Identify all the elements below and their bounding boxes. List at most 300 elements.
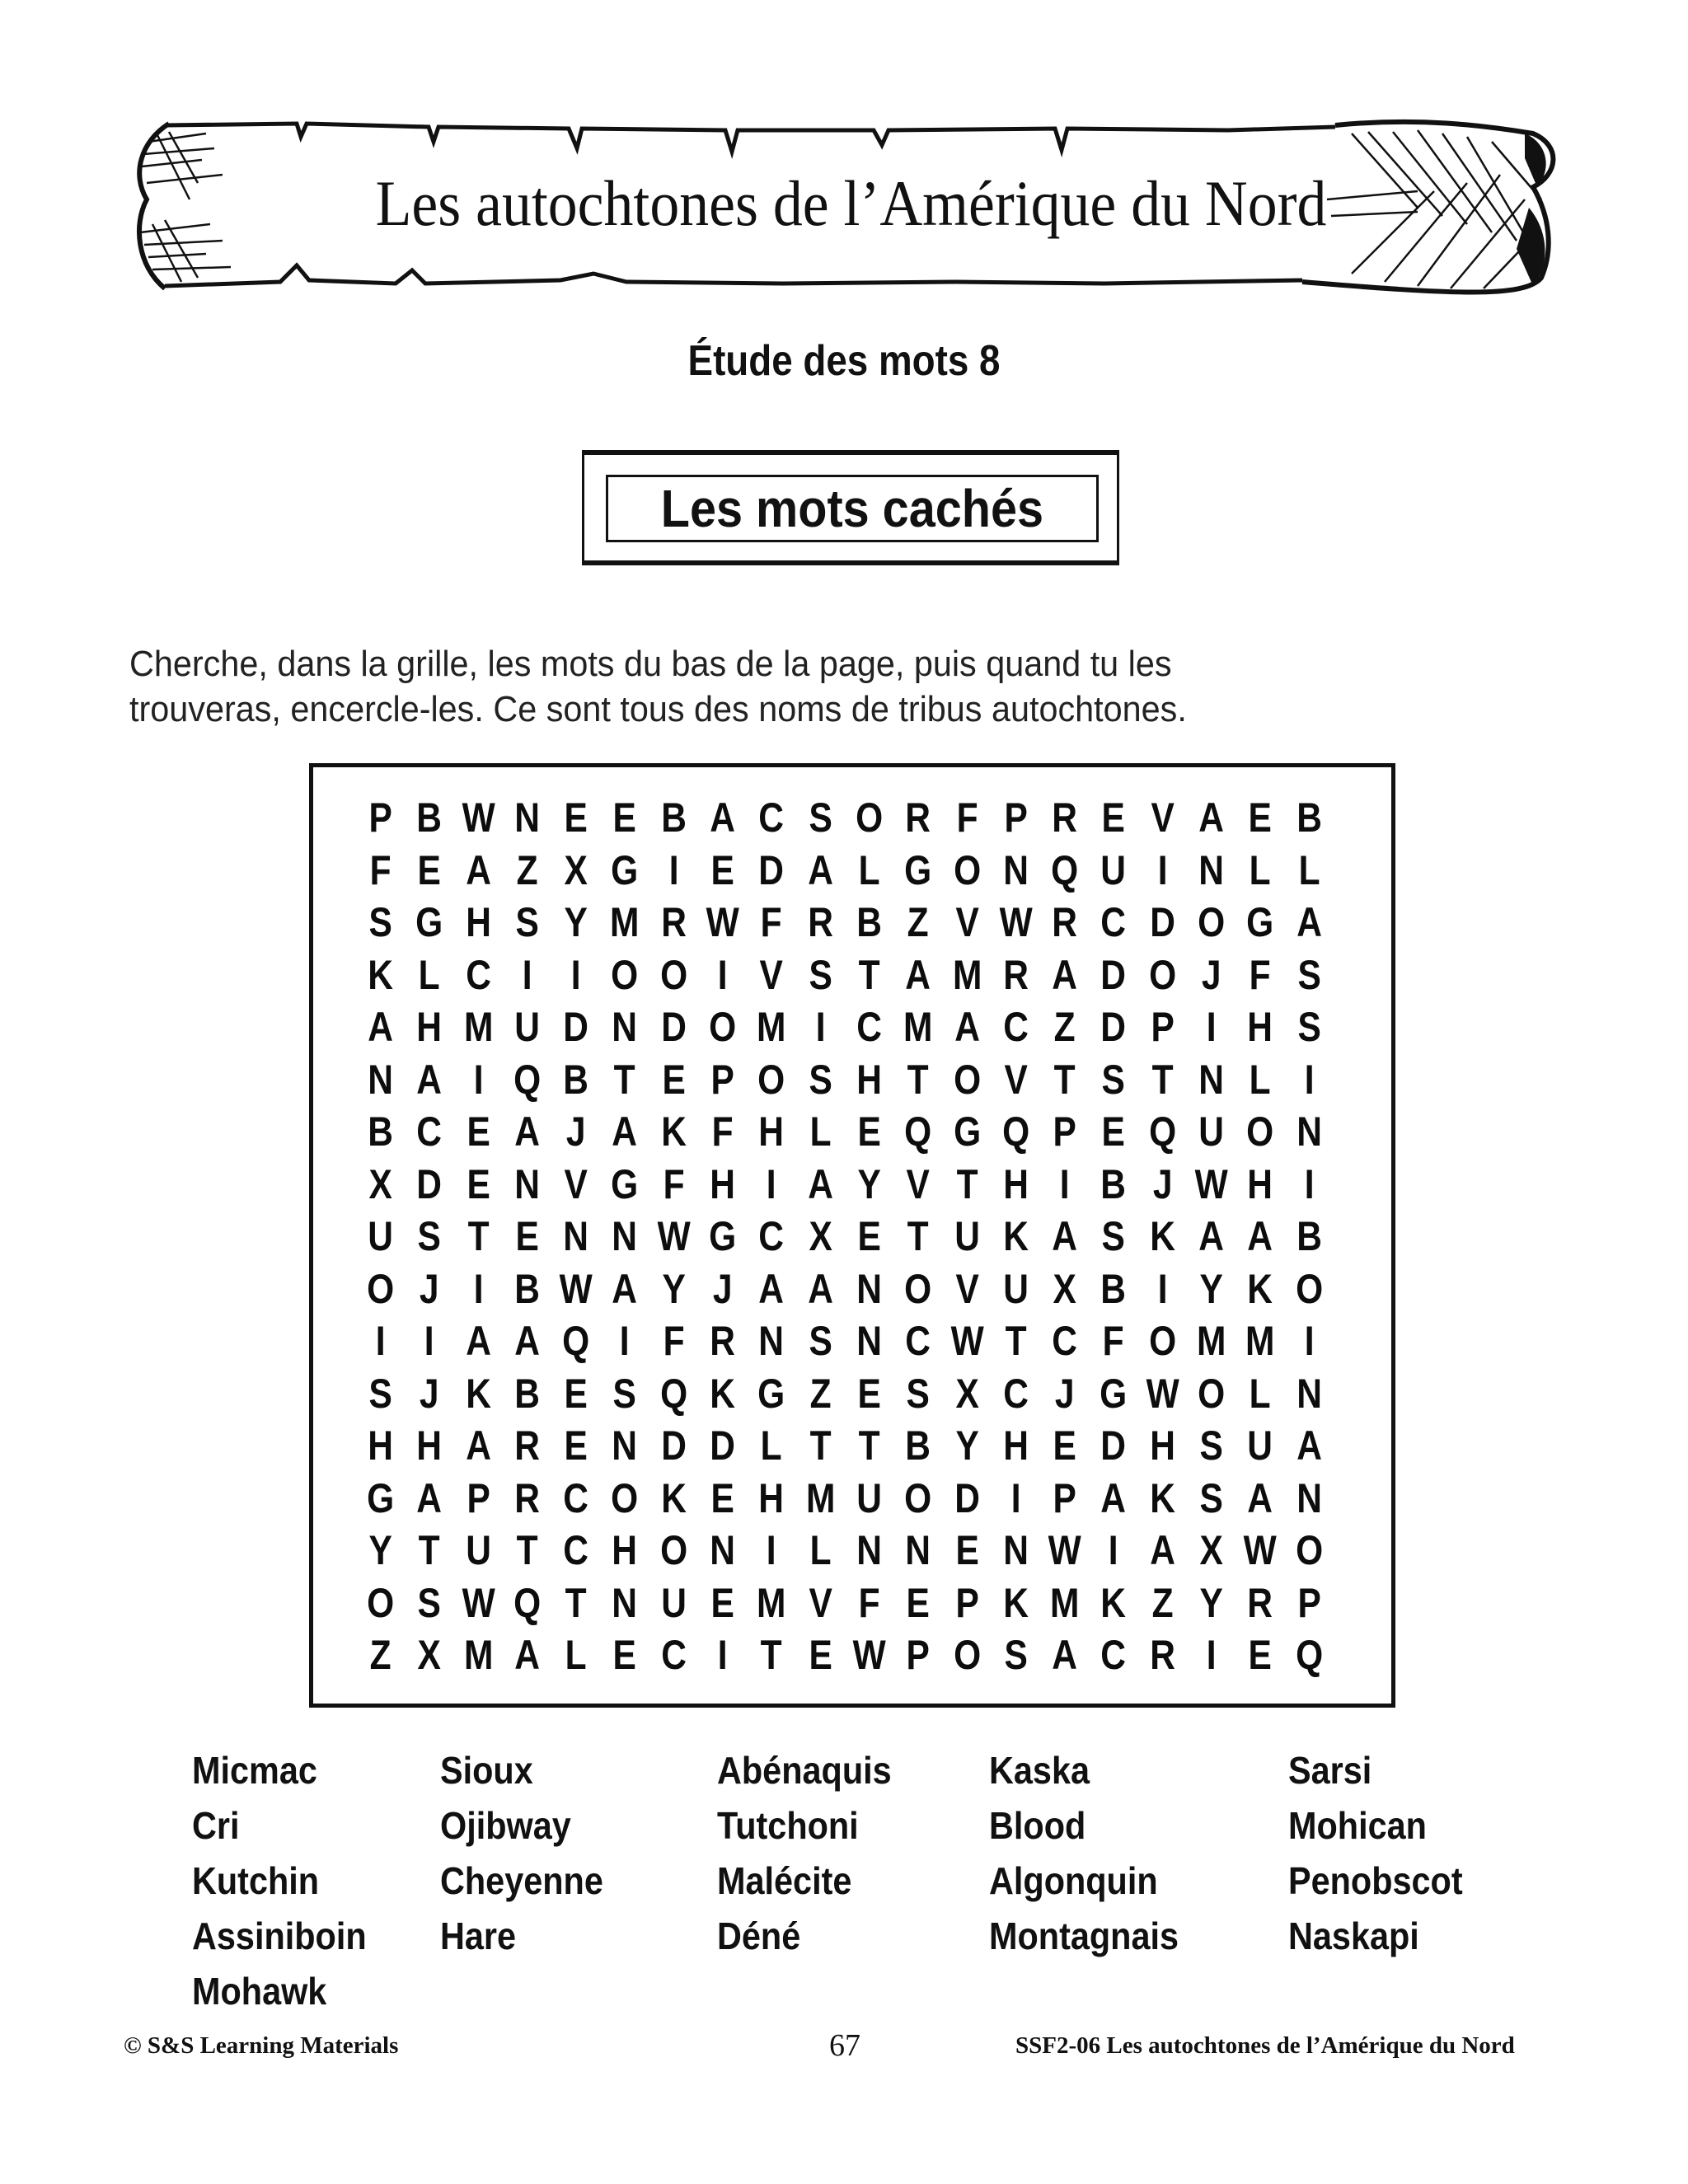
grid-cell[interactable]: N [1296,1370,1322,1417]
grid-cell[interactable]: S [368,1370,392,1417]
grid-cell[interactable]: S [1199,1474,1223,1521]
grid-cell[interactable]: C [856,1004,882,1050]
grid-cell[interactable]: B [416,794,443,841]
grid-cell[interactable]: E [1248,794,1273,841]
grid-cell[interactable]: I [1157,1265,1168,1312]
grid-cell[interactable]: H [856,1056,882,1103]
grid-cell[interactable]: E [710,1579,734,1626]
grid-cell[interactable]: N [856,1318,882,1364]
grid-cell[interactable]: E [1101,1108,1126,1155]
grid-cell[interactable]: M [757,1579,786,1626]
grid-cell[interactable]: B [661,794,687,841]
grid-cell[interactable]: I [570,951,581,998]
grid-cell[interactable]: L [858,846,880,893]
grid-cell[interactable]: O [904,1265,932,1312]
grid-cell[interactable]: D [710,1422,736,1469]
grid-cell[interactable]: E [564,1422,588,1469]
grid-cell[interactable]: T [907,1213,929,1259]
grid-cell[interactable]: O [611,1474,639,1521]
grid-cell[interactable]: A [1198,794,1225,841]
grid-cell[interactable]: A [514,1108,540,1155]
grid-cell[interactable]: I [1304,1160,1315,1207]
grid-cell[interactable]: P [1053,1474,1076,1521]
grid-cell[interactable]: S [417,1579,442,1626]
grid-cell[interactable]: A [807,1160,833,1207]
grid-cell[interactable]: D [1100,951,1127,998]
grid-cell[interactable]: A [1198,1213,1225,1259]
grid-cell[interactable]: M [952,951,982,998]
grid-cell[interactable]: A [1247,1474,1273,1521]
grid-cell[interactable]: H [612,1527,638,1573]
grid-cell[interactable]: Q [513,1579,542,1626]
grid-cell[interactable]: G [611,1160,639,1207]
grid-cell[interactable]: R [514,1474,540,1521]
grid-cell[interactable]: E [564,1370,588,1417]
grid-cell[interactable]: U [1100,846,1127,893]
grid-cell[interactable]: I [1059,1160,1070,1207]
grid-cell[interactable]: O [367,1579,395,1626]
grid-cell[interactable]: O [659,951,687,998]
grid-cell[interactable]: M [805,1474,836,1521]
grid-cell[interactable]: S [612,1370,637,1417]
grid-cell[interactable]: P [1297,1579,1321,1626]
grid-cell[interactable]: E [662,1056,686,1103]
grid-cell[interactable]: L [761,1422,783,1469]
grid-cell[interactable]: E [417,846,442,893]
grid-cell[interactable]: N [856,1265,882,1312]
grid-cell[interactable]: E [809,1632,832,1678]
grid-cell[interactable]: Y [564,899,588,945]
grid-cell[interactable]: T [761,1632,783,1678]
grid-cell[interactable]: H [368,1422,393,1469]
grid-cell[interactable]: D [416,1160,443,1207]
grid-cell[interactable]: S [809,794,832,841]
grid-cell[interactable]: K [661,1474,687,1521]
grid-cell[interactable]: I [1304,1318,1315,1364]
grid-cell[interactable]: C [416,1108,443,1155]
grid-cell[interactable]: M [1196,1318,1226,1364]
grid-cell[interactable]: S [809,1318,832,1364]
grid-cell[interactable]: A [1296,899,1322,945]
grid-cell[interactable]: J [566,1108,586,1155]
grid-cell[interactable]: T [956,1160,978,1207]
grid-cell[interactable]: K [1100,1579,1127,1626]
grid-cell[interactable]: E [612,1632,637,1678]
grid-cell[interactable]: Q [1051,846,1079,893]
grid-cell[interactable]: A [416,1056,443,1103]
grid-cell[interactable]: F [711,1108,734,1155]
grid-cell[interactable]: A [1247,1213,1273,1259]
grid-cell[interactable]: H [758,1474,785,1521]
grid-cell[interactable]: W [999,899,1033,945]
grid-cell[interactable]: V [809,1579,832,1626]
grid-cell[interactable]: W [852,1632,886,1678]
grid-cell[interactable]: S [809,951,832,998]
grid-cell[interactable]: C [1052,1318,1078,1364]
grid-cell[interactable]: N [710,1527,736,1573]
grid-cell[interactable]: M [463,1632,493,1678]
grid-cell[interactable]: U [514,1004,540,1050]
grid-cell[interactable]: B [514,1370,540,1417]
grid-cell[interactable]: X [1199,1527,1223,1573]
grid-cell[interactable]: S [417,1213,442,1259]
grid-cell[interactable]: T [907,1056,929,1103]
grid-cell[interactable]: Y [955,1422,979,1469]
grid-cell[interactable]: T [418,1527,440,1573]
grid-cell[interactable]: S [1101,1213,1126,1259]
grid-cell[interactable]: N [1296,1108,1322,1155]
grid-cell[interactable]: O [953,1632,981,1678]
grid-cell[interactable]: F [956,794,978,841]
grid-cell[interactable]: R [1052,899,1078,945]
grid-cell[interactable]: A [465,1318,491,1364]
grid-cell[interactable]: U [1003,1265,1029,1312]
grid-cell[interactable]: N [856,1527,882,1573]
grid-cell[interactable]: N [612,1422,638,1469]
grid-cell[interactable]: W [1194,1160,1228,1207]
grid-cell[interactable]: T [614,1056,636,1103]
grid-cell[interactable]: X [955,1370,979,1417]
grid-cell[interactable]: O [1295,1527,1323,1573]
grid-cell[interactable]: V [1151,794,1175,841]
grid-cell[interactable]: Z [1151,1579,1174,1626]
grid-cell[interactable]: E [467,1108,490,1155]
grid-cell[interactable]: W [950,1318,984,1364]
grid-cell[interactable]: E [857,1108,881,1155]
grid-cell[interactable]: R [1052,794,1078,841]
grid-cell[interactable]: E [1101,794,1126,841]
grid-cell[interactable]: T [858,1422,880,1469]
grid-cell[interactable]: O [709,1004,737,1050]
grid-cell[interactable]: R [807,899,833,945]
grid-cell[interactable]: M [757,1004,786,1050]
grid-cell[interactable]: K [1003,1213,1029,1259]
grid-cell[interactable]: Q [513,1056,542,1103]
grid-cell[interactable]: C [563,1474,589,1521]
grid-cell[interactable]: Z [369,1632,392,1678]
grid-cell[interactable]: V [759,951,784,998]
grid-cell[interactable]: L [1250,1056,1271,1103]
grid-cell[interactable]: D [661,1004,687,1050]
grid-cell[interactable]: F [1250,951,1271,998]
grid-cell[interactable]: E [857,1370,881,1417]
grid-cell[interactable]: A [758,1265,785,1312]
grid-cell[interactable]: H [1003,1160,1029,1207]
grid-cell[interactable]: U [368,1213,393,1259]
grid-cell[interactable]: O [953,846,981,893]
grid-cell[interactable]: I [1304,1056,1315,1103]
grid-cell[interactable]: B [368,1108,393,1155]
grid-cell[interactable]: K [1003,1579,1029,1626]
grid-cell[interactable]: D [1150,899,1175,945]
grid-cell[interactable]: I [473,1056,484,1103]
grid-cell[interactable]: P [906,1632,931,1678]
grid-cell[interactable]: R [1247,1579,1273,1626]
grid-cell[interactable]: Y [662,1265,686,1312]
grid-cell[interactable]: Y [1199,1265,1223,1312]
grid-cell[interactable]: D [661,1422,687,1469]
grid-cell[interactable]: J [712,1265,733,1312]
grid-cell[interactable]: P [467,1474,490,1521]
grid-cell[interactable]: A [710,794,736,841]
grid-cell[interactable]: L [418,951,440,998]
grid-cell[interactable]: V [564,1160,588,1207]
grid-cell[interactable]: I [717,1632,728,1678]
grid-cell[interactable]: G [415,899,443,945]
grid-cell[interactable]: O [1246,1108,1274,1155]
grid-cell[interactable]: F [369,846,392,893]
grid-cell[interactable]: W [559,1265,593,1312]
grid-cell[interactable]: S [1199,1422,1223,1469]
grid-cell[interactable]: I [522,951,532,998]
grid-cell[interactable]: D [954,1474,980,1521]
grid-cell[interactable]: Z [809,1370,832,1417]
grid-cell[interactable]: Z [1053,1004,1076,1050]
grid-cell[interactable]: R [710,1318,736,1364]
grid-cell[interactable]: I [1109,1527,1119,1573]
grid-cell[interactable]: D [758,846,785,893]
grid-cell[interactable]: N [514,794,540,841]
grid-cell[interactable]: X [417,1632,442,1678]
grid-cell[interactable]: H [1003,1422,1029,1469]
grid-cell[interactable]: G [1246,899,1274,945]
grid-cell[interactable]: G [953,1108,981,1155]
grid-cell[interactable]: E [710,1474,734,1521]
grid-cell[interactable]: N [563,1213,589,1259]
grid-cell[interactable]: J [1054,1370,1075,1417]
grid-cell[interactable]: I [1010,1474,1021,1521]
grid-cell[interactable]: N [1003,846,1029,893]
grid-cell[interactable]: R [514,1422,540,1469]
grid-cell[interactable]: W [657,1213,691,1259]
grid-cell[interactable]: M [1245,1318,1275,1364]
grid-cell[interactable]: C [465,951,491,998]
grid-cell[interactable]: N [612,1213,638,1259]
grid-cell[interactable]: O [611,951,639,998]
grid-cell[interactable]: U [661,1579,687,1626]
grid-cell[interactable]: H [416,1422,443,1469]
grid-cell[interactable]: A [1296,1422,1322,1469]
grid-cell[interactable]: X [564,846,588,893]
grid-cell[interactable]: A [514,1318,540,1364]
grid-cell[interactable]: B [856,899,882,945]
grid-cell[interactable]: E [515,1213,539,1259]
grid-cell[interactable]: K [465,1370,491,1417]
grid-cell[interactable]: N [1296,1474,1322,1521]
grid-cell[interactable]: A [807,846,833,893]
grid-cell[interactable]: B [1100,1265,1127,1312]
grid-cell[interactable]: O [1148,1318,1176,1364]
grid-cell[interactable]: L [809,1108,832,1155]
grid-cell[interactable]: O [659,1527,687,1573]
grid-cell[interactable]: Q [904,1108,932,1155]
grid-cell[interactable]: V [955,1265,979,1312]
grid-cell[interactable]: R [661,899,687,945]
grid-cell[interactable]: W [1243,1527,1278,1573]
grid-cell[interactable]: A [612,1265,638,1312]
grid-cell[interactable]: J [1201,951,1221,998]
grid-cell[interactable]: M [1050,1579,1080,1626]
grid-cell[interactable]: E [857,1213,881,1259]
grid-cell[interactable]: E [710,846,734,893]
grid-cell[interactable]: I [424,1318,434,1364]
grid-cell[interactable]: N [1198,1056,1225,1103]
grid-cell[interactable]: N [905,1527,931,1573]
grid-cell[interactable]: O [1148,951,1176,998]
grid-cell[interactable]: Z [516,846,538,893]
grid-cell[interactable]: N [1198,846,1225,893]
grid-cell[interactable]: Z [907,899,929,945]
grid-cell[interactable]: N [612,1004,638,1050]
grid-cell[interactable]: W [1146,1370,1179,1417]
grid-cell[interactable]: F [1103,1318,1125,1364]
grid-cell[interactable]: I [473,1265,484,1312]
grid-cell[interactable]: G [1100,1370,1128,1417]
grid-cell[interactable]: A [612,1108,638,1155]
grid-cell[interactable]: B [1296,1213,1322,1259]
grid-cell[interactable]: R [1150,1632,1175,1678]
grid-cell[interactable]: P [368,794,392,841]
grid-cell[interactable]: I [668,846,679,893]
grid-cell[interactable]: T [1005,1318,1027,1364]
grid-cell[interactable]: P [955,1579,979,1626]
grid-cell[interactable]: D [563,1004,589,1050]
grid-cell[interactable]: H [416,1004,443,1050]
grid-cell[interactable]: H [1150,1422,1175,1469]
grid-cell[interactable]: V [955,899,979,945]
grid-cell[interactable]: U [1198,1108,1225,1155]
grid-cell[interactable]: S [1297,1004,1321,1050]
grid-cell[interactable]: Q [659,1370,687,1417]
grid-cell[interactable]: X [1053,1265,1076,1312]
grid-cell[interactable]: C [758,794,785,841]
grid-cell[interactable]: A [1150,1527,1175,1573]
grid-cell[interactable]: W [1048,1527,1081,1573]
grid-cell[interactable]: H [1247,1160,1273,1207]
grid-cell[interactable]: M [610,899,640,945]
grid-cell[interactable]: B [563,1056,589,1103]
grid-cell[interactable]: I [815,1004,826,1050]
grid-cell[interactable]: V [1004,1056,1028,1103]
grid-cell[interactable]: S [809,1056,832,1103]
grid-cell[interactable]: G [367,1474,395,1521]
grid-cell[interactable]: O [904,1474,932,1521]
grid-cell[interactable]: A [954,1004,980,1050]
grid-cell[interactable]: S [368,899,392,945]
grid-cell[interactable]: O [1295,1265,1323,1312]
grid-cell[interactable]: D [1100,1422,1127,1469]
grid-cell[interactable]: P [710,1056,734,1103]
grid-cell[interactable]: L [1298,846,1320,893]
grid-cell[interactable]: C [1003,1004,1029,1050]
grid-cell[interactable]: A [807,1265,833,1312]
grid-cell[interactable]: S [1004,1632,1028,1678]
grid-cell[interactable]: E [564,794,588,841]
grid-cell[interactable]: P [1053,1108,1076,1155]
grid-cell[interactable]: I [717,951,728,998]
grid-cell[interactable]: U [1247,1422,1273,1469]
grid-cell[interactable]: F [663,1318,685,1364]
grid-cell[interactable]: E [906,1579,931,1626]
grid-cell[interactable]: H [710,1160,736,1207]
grid-cell[interactable]: P [1004,794,1028,841]
grid-cell[interactable]: F [858,1579,880,1626]
grid-cell[interactable]: K [661,1108,687,1155]
grid-cell[interactable]: J [1152,1160,1173,1207]
grid-cell[interactable]: X [368,1160,392,1207]
grid-cell[interactable]: O [367,1265,395,1312]
grid-cell[interactable]: U [465,1527,491,1573]
grid-cell[interactable]: S [1101,1056,1126,1103]
grid-cell[interactable]: I [1206,1004,1217,1050]
grid-cell[interactable]: I [620,1318,631,1364]
grid-cell[interactable]: K [1247,1265,1273,1312]
grid-cell[interactable]: R [1003,951,1029,998]
grid-cell[interactable]: F [663,1160,685,1207]
grid-cell[interactable]: T [809,1422,832,1469]
grid-cell[interactable]: Q [562,1318,590,1364]
grid-cell[interactable]: C [661,1632,687,1678]
grid-cell[interactable]: G [904,846,932,893]
grid-cell[interactable]: X [809,1213,832,1259]
grid-cell[interactable]: K [710,1370,736,1417]
grid-cell[interactable]: C [758,1213,785,1259]
grid-cell[interactable]: N [368,1056,393,1103]
grid-cell[interactable]: Y [368,1527,392,1573]
grid-cell[interactable]: W [462,1579,495,1626]
grid-cell[interactable]: H [1247,1004,1273,1050]
grid-cell[interactable]: J [420,1370,439,1417]
grid-cell[interactable]: I [1157,846,1168,893]
grid-cell[interactable]: D [1100,1004,1127,1050]
grid-cell[interactable]: H [465,899,491,945]
grid-cell[interactable]: O [1198,899,1226,945]
grid-cell[interactable]: C [905,1318,931,1364]
grid-cell[interactable]: T [858,951,880,998]
grid-cell[interactable]: L [809,1527,832,1573]
grid-cell[interactable]: Q [1148,1108,1176,1155]
grid-cell[interactable]: O [1198,1370,1226,1417]
grid-cell[interactable]: A [514,1632,540,1678]
grid-cell[interactable]: N [514,1160,540,1207]
grid-cell[interactable]: B [905,1422,931,1469]
grid-cell[interactable]: M [463,1004,493,1050]
grid-cell[interactable]: I [767,1527,776,1573]
grid-cell[interactable]: U [856,1474,882,1521]
grid-cell[interactable]: S [906,1370,931,1417]
grid-cell[interactable]: T [1053,1056,1076,1103]
grid-cell[interactable]: C [563,1527,589,1573]
grid-cell[interactable]: A [416,1474,443,1521]
grid-cell[interactable]: L [1250,1370,1271,1417]
grid-cell[interactable]: N [612,1579,638,1626]
grid-cell[interactable]: K [1150,1213,1175,1259]
grid-cell[interactable]: A [1100,1474,1127,1521]
grid-cell[interactable]: R [905,794,931,841]
grid-cell[interactable]: I [375,1318,386,1364]
grid-cell[interactable]: N [1003,1527,1029,1573]
grid-cell[interactable]: A [1052,951,1078,998]
grid-cell[interactable]: B [1100,1160,1127,1207]
grid-cell[interactable]: Y [1199,1579,1223,1626]
grid-cell[interactable]: V [906,1160,931,1207]
grid-cell[interactable]: T [1151,1056,1174,1103]
grid-cell[interactable]: U [954,1213,980,1259]
grid-cell[interactable]: Q [1295,1632,1323,1678]
grid-cell[interactable]: G [709,1213,737,1259]
grid-cell[interactable]: A [465,846,491,893]
grid-cell[interactable]: T [516,1527,538,1573]
